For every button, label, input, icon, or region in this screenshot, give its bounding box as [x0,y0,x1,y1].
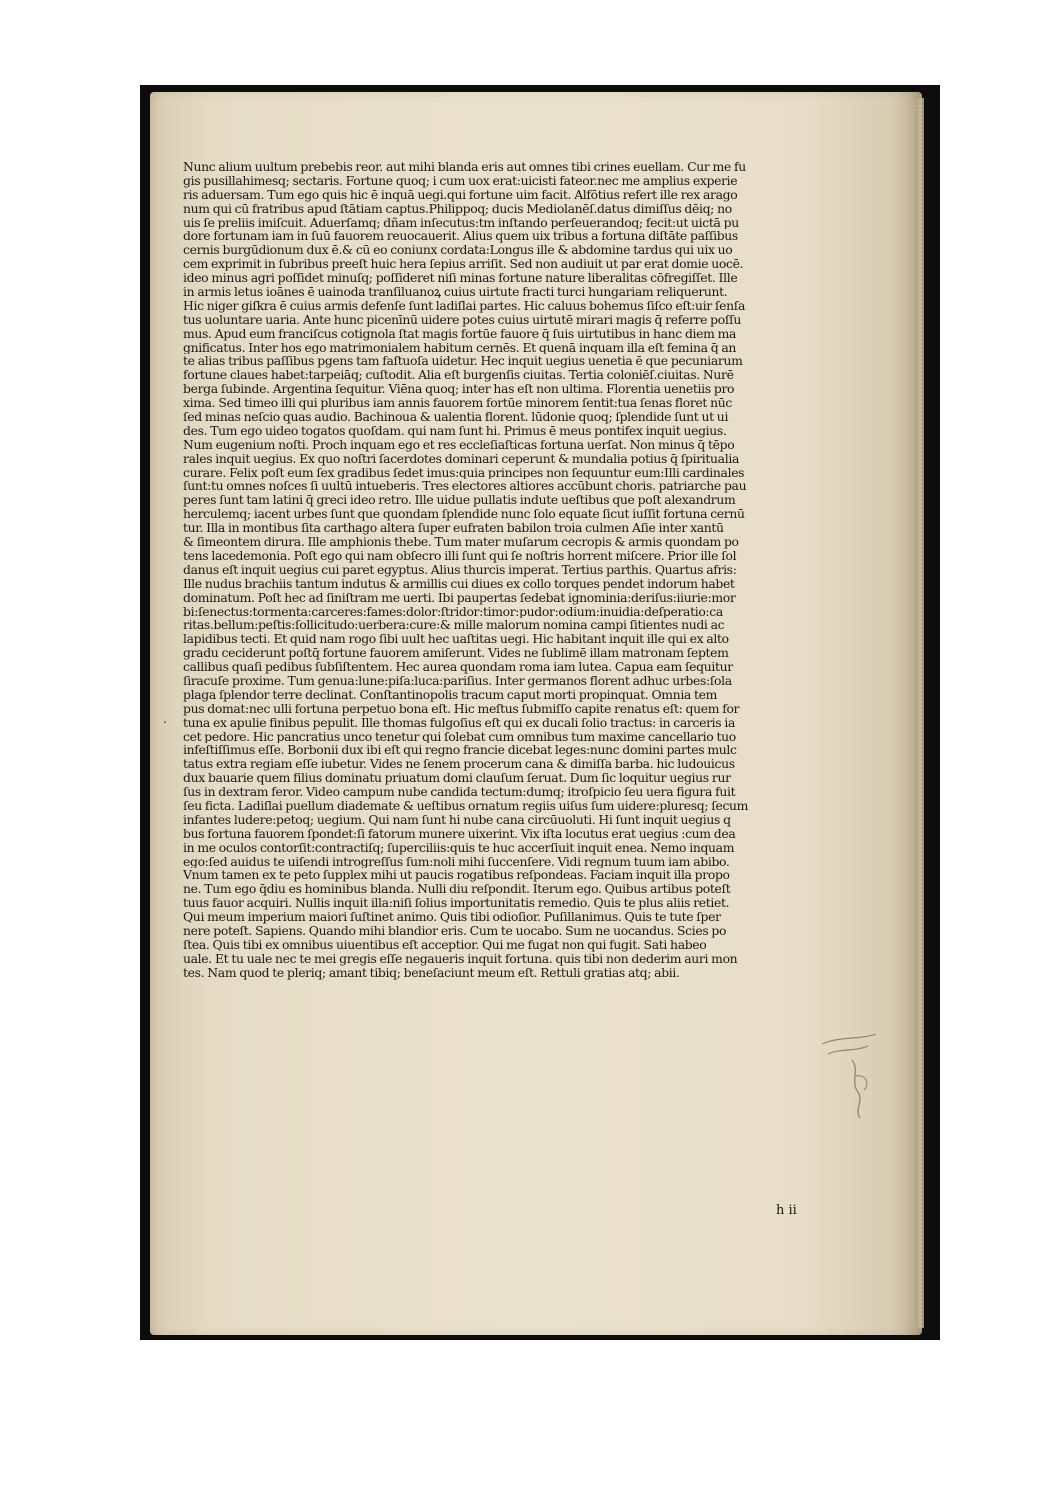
text-line: nere poteſt. Sapiens. Quando mihi blandior eris. Cum te uocabo. Sum ne uocandus. Scies po [183,923,727,938]
text-line: fortune claues habet:tarpeiāq; cuſtodit. Alia eſt burgenſis ciuitas. Tertia coloniēſ.ciuitas. Nurē [183,368,734,383]
marginal-flourish [820,1030,890,1120]
text-line: infantes ludere:petoq; uegium. Qui nam ſunt hi nube cana circūuoluti. Hi ſunt inquit uegius q [183,812,731,827]
text-line: ideo minus agri poſſidet minuſq; poſſideret niſi minas fortune nature liberalitas cōfregiſſet. Ille [183,271,738,286]
text-line: num qui cū fratribus apud ſtātiam captus.Philippoq; ducis Mediolanēſ.datus dimiſſus dēiq; no [183,201,732,216]
text-line: gnificatus. Inter hos ego matrimonialem habitum cernēs. Et quenā inquam illa eſt femina q̄ an [183,340,737,355]
text-line: tus uoluntare uaria. Ante hunc picenīnū uidere potes cuius uirtutē mirari magis q̄ referre poſſu [183,312,741,327]
text-line: ſus in dextram feror. Video campum nube candida tectum:dumq; itroſpicio ſeu uera figura fuit [183,785,736,799]
text-line: dominatum. Poſt hec ad ſiniſtram me uerti. Ibi paupertas ſedebat ignominia:deriſus:iiurie:mor [183,590,736,605]
incunable-text-block [183,160,823,1210]
text-line: mus. Apud eum franciſcus cotignola ſtat magis fortūe fauore q̄ ſuis uirtutibus in hanc diem ma [183,326,737,341]
text-line: tur. Illa in montibus ſita carthago altera ſuper eufraten babilon troia culmen Aſie inter xantū [183,521,724,536]
text-line: & ſimeontem dirura. Ille amphionis thebe. Tum mater muſarum cecropis & armis quondam po [183,535,739,549]
text-line: gradu ceciderunt poſtq̄ fortune fauorem amiſerunt. Vides ne ſublimē illam matronam ſeptem [183,646,729,661]
text-line: dore fortunam iam in ſuū fauorem reuocauerit. Alius quem uix tribus a fortuna diſtāte paſſibus [183,229,738,244]
text-line: in armis letus ioānes ē uainoda tranſiluanoꝝ cuius uirtute fracti turci hungariam reliquerunt. [183,285,728,299]
text-line: ego:ſed auidus te uiſendi introgreſſus ſum:noli mihi ſuccenſere. Vidi regnum tuum iam abibo. [183,854,730,869]
text-line: gis pusillahimesq; sectaris. Fortune quoq; i cum uox erat:uicisti fateor.nec me amplius experie [183,173,738,188]
text-line: ritas.bellum:peſtis:ſollicitudo:uerbera:cure:& mille malorum nomina campi ſitientes nudi ac [183,618,725,633]
text-line: plaga ſplendor terre declinat. Conſtantinopolis tracum caput morti propinquat. Omnia tem [183,687,718,702]
text-line: tuna ex apulie finibus pepulit. Ille thomas fulgoſius eſt qui ex ducali ſolio tractus: in carceris ia [183,715,736,730]
text-line: Vnum tamen ex te peto ſupplex mihi ut paucis rogatibus reſpondeas. Faciam inquit illa propo [183,868,730,883]
text-line: ſed minas neſcio quas audio. Bachinoua & ualentia florent. lūdonie quoq; ſplendide ſunt ut ui [183,410,729,424]
text-line: curare. Felix poſt eum ſex gradibus ſedet imus:quia principes non ſequuntur eum:Illi cardinales [183,465,745,480]
text-line: tes. Nam quod te pleriq; amant tibiq; beneſaciunt meum eſt. Rettuli gratias atq; abii. [183,965,680,980]
text-line: ſiracuſe proxime. Tum genua:lune:piſa:luca:pariſius. Inter germanos florent adhuc urbes:ſola [183,673,732,688]
text-line: in me oculos contorſit:contractiſq; ſuperciliis:quis te huc accerſiuit inquit enea. Nemo inquam [183,840,735,855]
text-line: lapidibus tecti. Et quid nam rogo ſibi uult hec uaſtitas uegi. Hic habitant inquit ille qui ex alto [183,632,729,647]
text-line: ris aduersam. Tum ego quis hic ē inquā uegi.qui fortune uim facit. Alfōtius refert ille rex arago [183,187,738,202]
text-line: bi:ſenectus:tormenta:carceres:fames:dolor:ſtridor:timor:pudor:odium:inuidia:deſperatio:ca [183,604,723,619]
text-line: uale. Et tu uale nec te mei gregis eſſe negaueris inquit fortuna. quis tibi non dederim auri mon [183,951,738,966]
text-line: cem exprimit in ſubribus preeſt huic hera ſepius arriſit. Sed non audiuit ut par erat domie uocē. [183,257,744,272]
text-line: pus domat:nec ulli fortuna perpetuo bona eſt. Hic meſtus ſubmiſſo capite renatus eſt: quem for [183,701,740,716]
text-line: tens lacedemonia. Poſt ego qui nam obſecro illi ſunt qui ſe noſtris horrent miſcere. Prior ille ſol [183,548,737,563]
text-line: Ille nudus brachiis tantum indutus & armillis cui diues ex collo torques pendet indorum habet [183,576,735,591]
text-line: herculemq; iacent urbes ſunt que quondam ſplendide nunc ſolo equate ſicut iuſſit fortuna cernū [183,507,745,522]
text-line: Num eugenium noſti. Proch inquam ego et res eccleſiaſticas fortuna uerſat. Non minus q̄ tēpo [183,437,735,452]
margin-mark: . [163,712,167,726]
text-line: ſtea. Quis tibi ex omnibus uiuentibus eſt acceptior. Qui me fugat non qui fugit. Sati habeo [183,937,707,952]
text-line: ſeu ficta. Ladiſlai puellum diademate & ueſtibus ornatum regiis uiſus ſum uidere:pluresq; ſecum [183,798,749,813]
text-line: Qui meum imperium maiori ſuſtinet animo. Quis tibi odioſior. Puſillanimus. Quis te tute ſper [183,910,721,924]
text-line: berga ſubinde. Argentina ſequitur. Viēna quoq; inter has eſt non ultima. Florentia uenetiis pro [183,382,735,397]
text-line: ſunt:tu omnes noſces ſi uultū intueberis. Tres electores altiores accūbunt choris. patriarche pau [183,479,747,494]
text-line: dux bauarie quem filius dominatu priuatum domi clauſum ſeruat. Dum ſic loquitur uegius rur [183,771,731,786]
text-line: Hic niger giſkra ē cuius armis defenſe ſunt ladiſlai partes. Hic caluus bohemus ſiſco eſt:uir ſenſa [183,298,746,313]
text-line: tuus fauor acquiri. Nullis inquit illa:niſi ſolius importunitatis remedio. Quis te plus aliis retiet. [183,896,730,911]
signature-mark: h ii [776,1203,797,1218]
text-line: danus eſt inquit uegius cui paret egyptus. Alius thurcis imperat. Tertius parthis. Quartus afris: [183,562,737,577]
text-line: callibus quaſi pedibus ſubſiſtentem. Hec aurea quondam roma iam lutea. Capua eam ſequitur [183,660,733,674]
text-line: cet pedore. Hic pancratius unco tenetur qui ſolebat cum omnibus tum maxime cancellario tuo [183,729,736,744]
text-line: xima. Sed timeo illi qui pluribus iam annis fauorem fortūe minorem ſentit:tua ſenas floret nūc [183,396,732,411]
text-line: rales inquit uegius. Ex quo noſtri ſacerdotes dominari ceperunt & mundalia potius q̄ ſpiritualia [183,451,739,466]
text-line: te alias tribus paſſibus pgens tam faſtuoſa uidetur. Hec inquit uegius uenetia ē que pecuniarum [183,354,743,369]
text-line: cernis burgūdionum dux ē.& cū eo coniunx cordata:Longus ille & abdomine tardus qui uix uo [183,243,733,258]
text-line: tatus extra regiam eſſe iubetur. Vides ne ſenem procerum cana & dimiſſa barba. hic ludouicus [183,757,735,772]
text-line: peres ſunt tam latini q̄ greci ideo retro. Ille uidue pullatis indute ueſtibus que poſt alexandrum [183,493,736,508]
text-line: des. Tum ego uideo togatos quoſdam. qui nam ſunt hi. Primus ē meus pontifex inquit uegius. [183,423,727,438]
text-line: Nunc alium uultum prebebis reor. aut mihi blanda eris aut omnes tibi crines euellam. Cur me fu [183,160,746,174]
page-edge [918,98,924,1328]
text-line: bus fortuna fauorem ſpondet:ſi fatorum munere uixerint. Vix iſta locutus erat uegius :cum dea [183,826,736,841]
text-line: ne. Tum ego q̄diu es hominibus blanda. Nulli diu reſpondit. Iterum ego. Quibus artibus poteſt [183,882,731,897]
text-line: infeſtiſſimus eſſe. Borbonii dux ibi eſt qui regno francie dicebat leges:nunc domini partes mulc [183,743,737,758]
text-line: uis ſe preliis imiſcuit. Aduerſamq; dñam inſecutus:tm inſtando perſeuerandoq; fecit:ut uictā pu [183,215,739,230]
